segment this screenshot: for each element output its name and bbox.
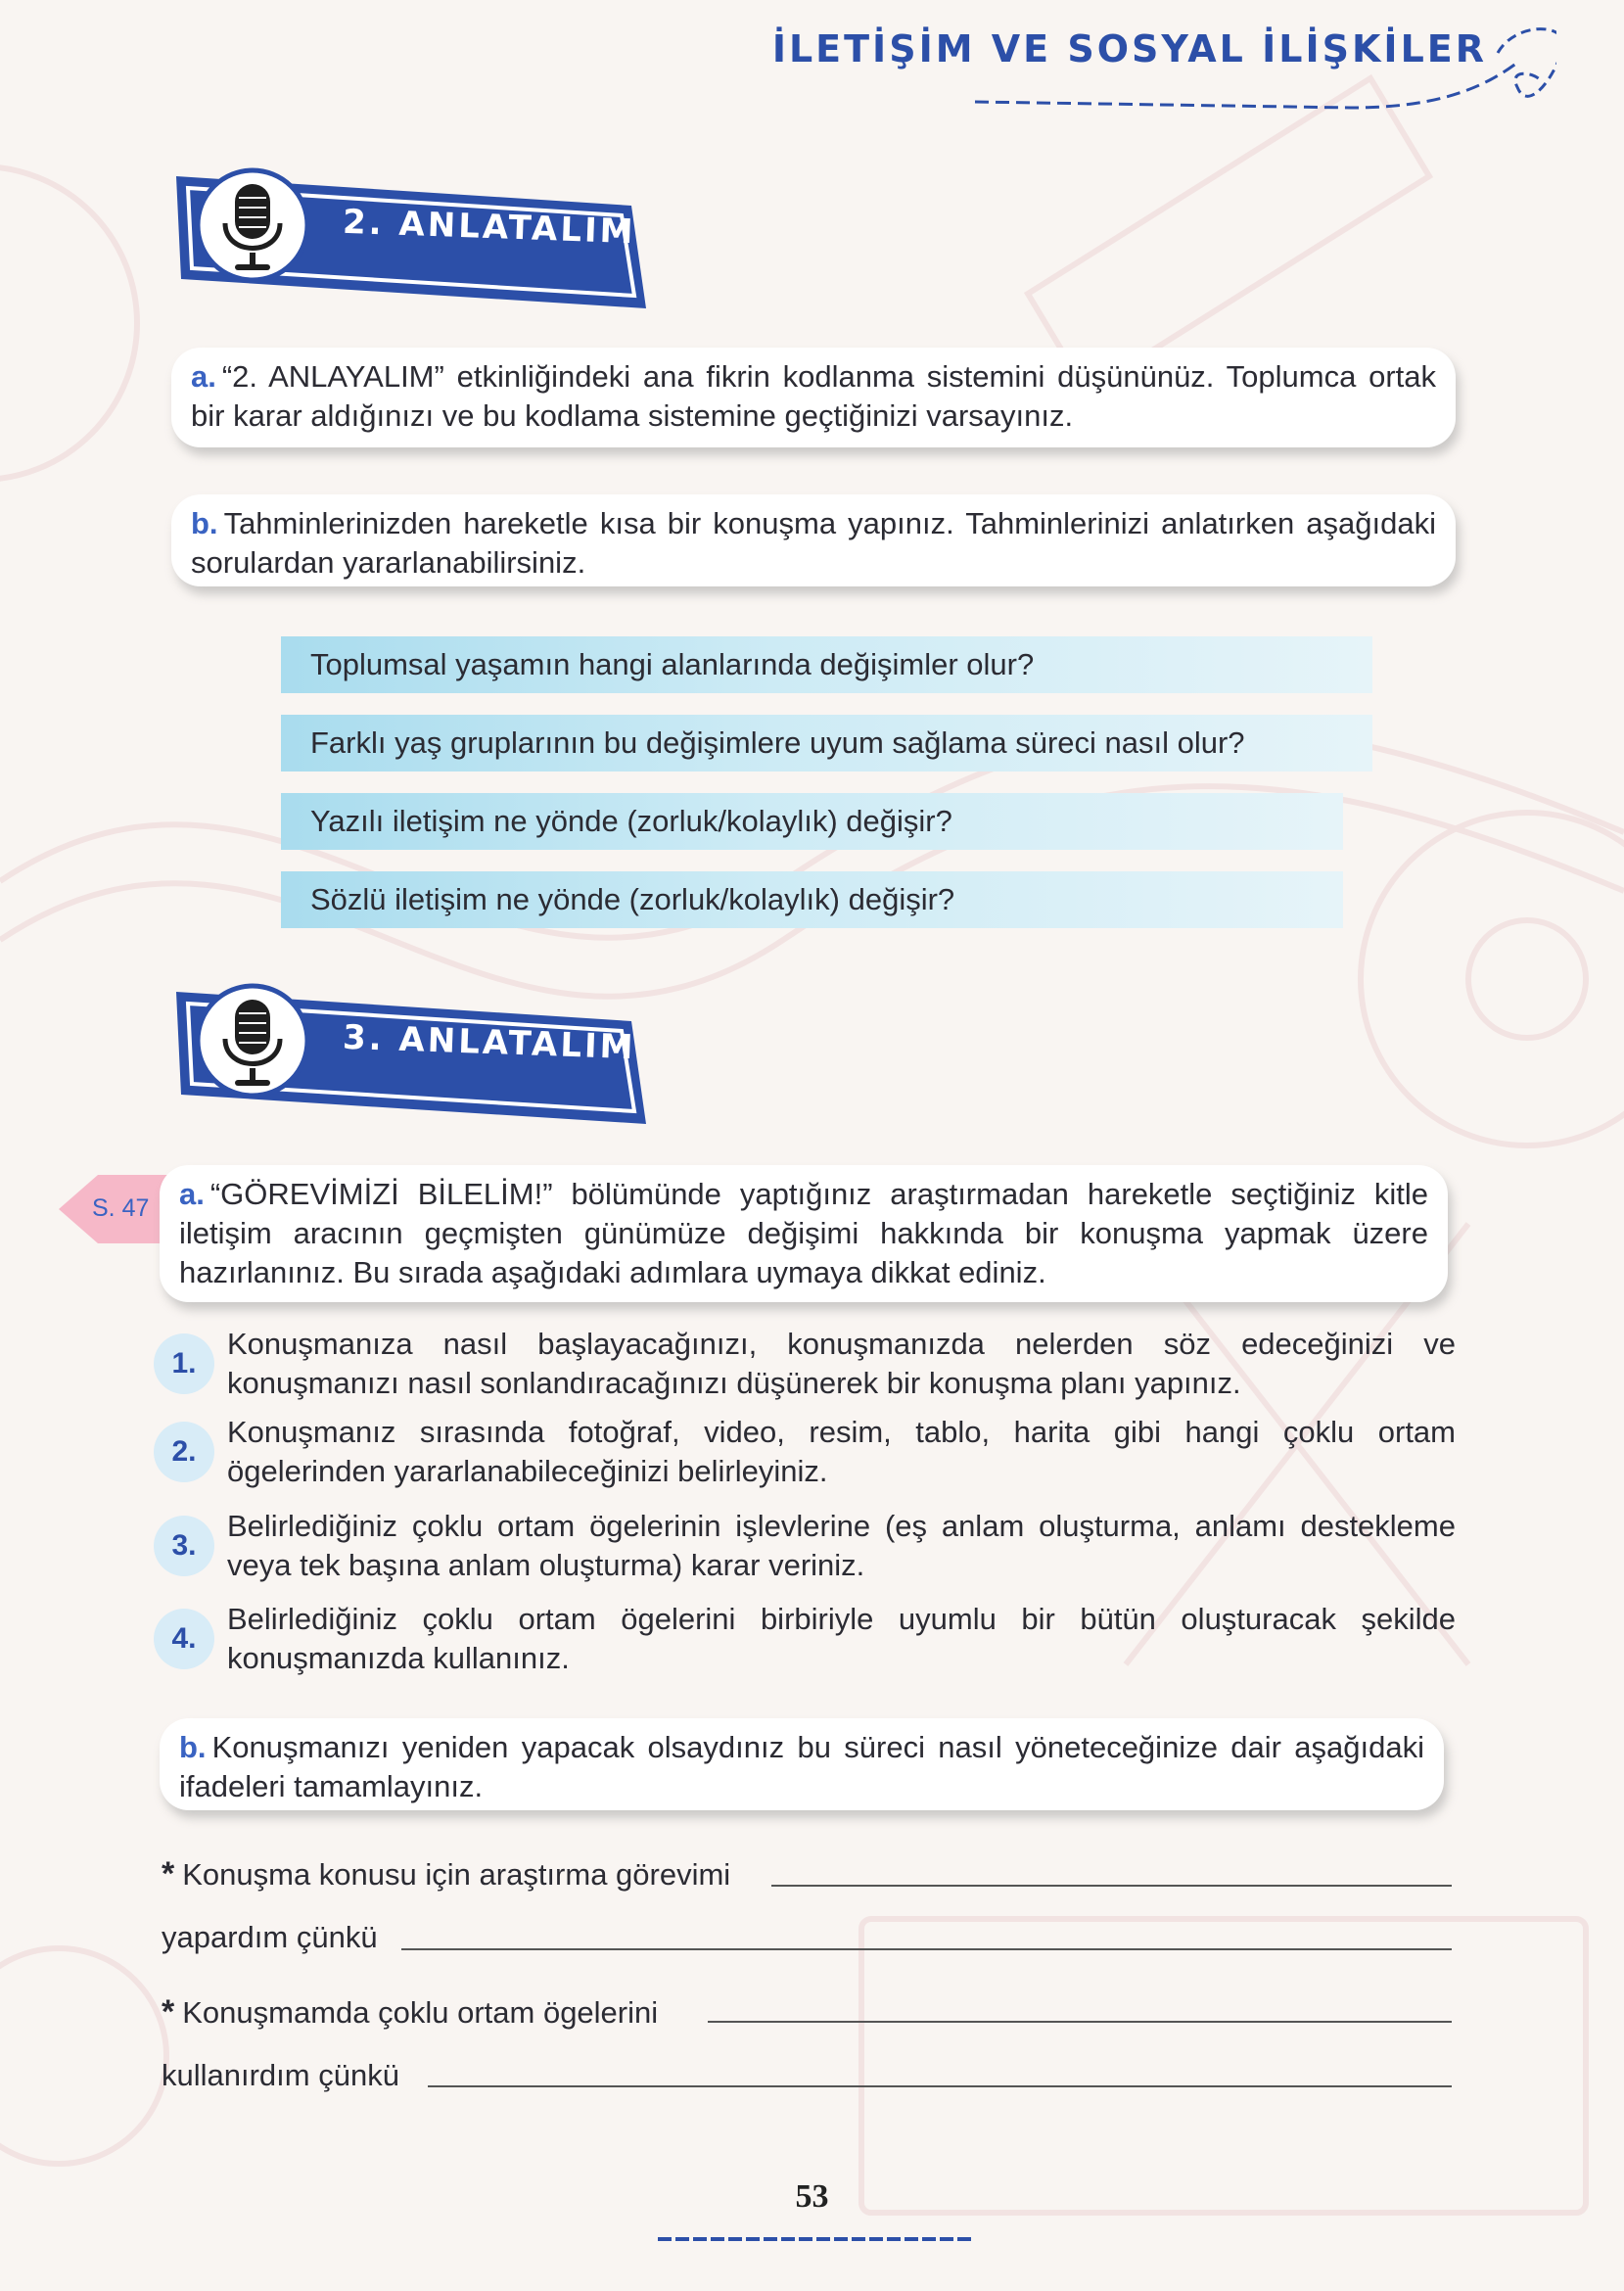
question-strip: Farklı yaş gruplarının bu değişimlere uyum sağlama süreci nasıl olur? bbox=[281, 715, 1372, 771]
section-2-title: 2. ANLATALIM bbox=[342, 202, 637, 253]
chapter-title: İLETİŞİM VE SOSYAL İLİŞKİLER bbox=[771, 27, 1487, 70]
step-text: Belirlediğiniz çoklu ortam ögelerini birbiriyle uyumlu bir bütün oluşturacak şekilde konuşmanızda kullanınız. bbox=[227, 1602, 1456, 1675]
s2-a-label: a. bbox=[191, 359, 216, 394]
s2-a-text: “2. ANLAYALIM” etkinliğindeki ana fikrin kodlanma sistemini düşününüz. Toplumca ortak bir karar aldığınızı ve bu kodlama sistemine geçtiğinizi varsayınız. bbox=[191, 359, 1436, 433]
step-text: Konuşmanız sırasında fotoğraf, video, resim, tablo, harita gibi hangi çoklu ortam ögelerinden yararlanabileceğinizi belirleyiniz. bbox=[227, 1415, 1456, 1488]
step-text: Konuşmanıza nasıl başlayacağınızı, konuşmanızda nelerden söz edeceğinizi ve konuşmanızı nasıl sonlandıracağınızı düşünerek bir konuşma planı yapınız. bbox=[227, 1327, 1456, 1400]
fill-line-3-text: Konuşmamda çoklu ortam ögelerini bbox=[182, 1995, 659, 2030]
fill-line-4: kullanırdım çünkü bbox=[162, 2058, 399, 2092]
s3-a-text: “GÖREVİMİZİ BİLELİM!” bölümünde yaptığınız araştırmadan hareketle seçtiğiniz kitle iletişim aracının geçmişten günümüze değişimi hakkında bir konuşma yapmak üzere hazırlanınız. Bu sırada aşağıdaki adımlara uymaya dikkat ediniz. bbox=[179, 1177, 1428, 1289]
fill-line-1 bbox=[162, 1855, 730, 1894]
question-strip: Yazılı iletişim ne yönde (zorluk/kolaylık) değişir? bbox=[281, 793, 1343, 850]
s2-prompt-a bbox=[171, 348, 1456, 447]
step-number: 4. bbox=[154, 1609, 214, 1669]
answer-blank[interactable] bbox=[401, 1948, 1452, 1950]
page-number-dash bbox=[658, 2235, 971, 2243]
answer-blank[interactable] bbox=[771, 1885, 1452, 1887]
s3-prompt-a bbox=[160, 1165, 1448, 1302]
section-2-badge bbox=[166, 166, 656, 313]
fill-line-1-text: Konuşma konusu için araştırma görevimi bbox=[182, 1857, 731, 1892]
bullet-star: * bbox=[162, 1855, 175, 1893]
page-reference: S. 47 bbox=[92, 1194, 150, 1222]
fill-line-3 bbox=[162, 1993, 658, 2032]
s3-b-label: b. bbox=[179, 1730, 207, 1764]
answer-blank[interactable] bbox=[428, 2085, 1452, 2087]
answer-blank[interactable] bbox=[708, 2021, 1452, 2023]
s2-b-text: Tahminlerinizden hareketle kısa bir konuşma yapınız. Tahminlerinizi anlatırken aşağıdaki sorulardan yararlanabilirsiniz. bbox=[191, 506, 1436, 580]
step-number: 3. bbox=[154, 1516, 214, 1576]
step-text: Belirlediğiniz çoklu ortam ögelerinin işlevlerine (eş anlam oluşturma, anlamı destekleme veya tek başına anlam oluşturma) karar veriniz. bbox=[227, 1509, 1456, 1582]
s3-b-text: Konuşmanızı yeniden yapacak olsaydınız bu süreci nasıl yöneteceğinize dair aşağıdaki ifadeleri tamamlayınız. bbox=[179, 1730, 1424, 1803]
page-number: 53 bbox=[795, 2178, 829, 2215]
s2-b-label: b. bbox=[191, 506, 218, 540]
s2-prompt-b bbox=[171, 494, 1456, 586]
question-strip: Sözlü iletişim ne yönde (zorluk/kolaylık) değişir? bbox=[281, 871, 1343, 928]
section-3-title: 3. ANLATALIM bbox=[342, 1017, 637, 1068]
step-number: 2. bbox=[154, 1422, 214, 1482]
section-3-badge bbox=[166, 982, 656, 1129]
question-strip: Toplumsal yaşamın hangi alanlarında değişimler olur? bbox=[281, 636, 1372, 693]
fill-line-2: yapardım çünkü bbox=[162, 1920, 378, 1954]
s3-prompt-b bbox=[160, 1718, 1444, 1810]
bullet-star: * bbox=[162, 1993, 175, 2031]
step-number: 1. bbox=[154, 1333, 214, 1394]
s3-a-label: a. bbox=[179, 1177, 205, 1211]
header-dashed-swirl bbox=[969, 14, 1556, 131]
